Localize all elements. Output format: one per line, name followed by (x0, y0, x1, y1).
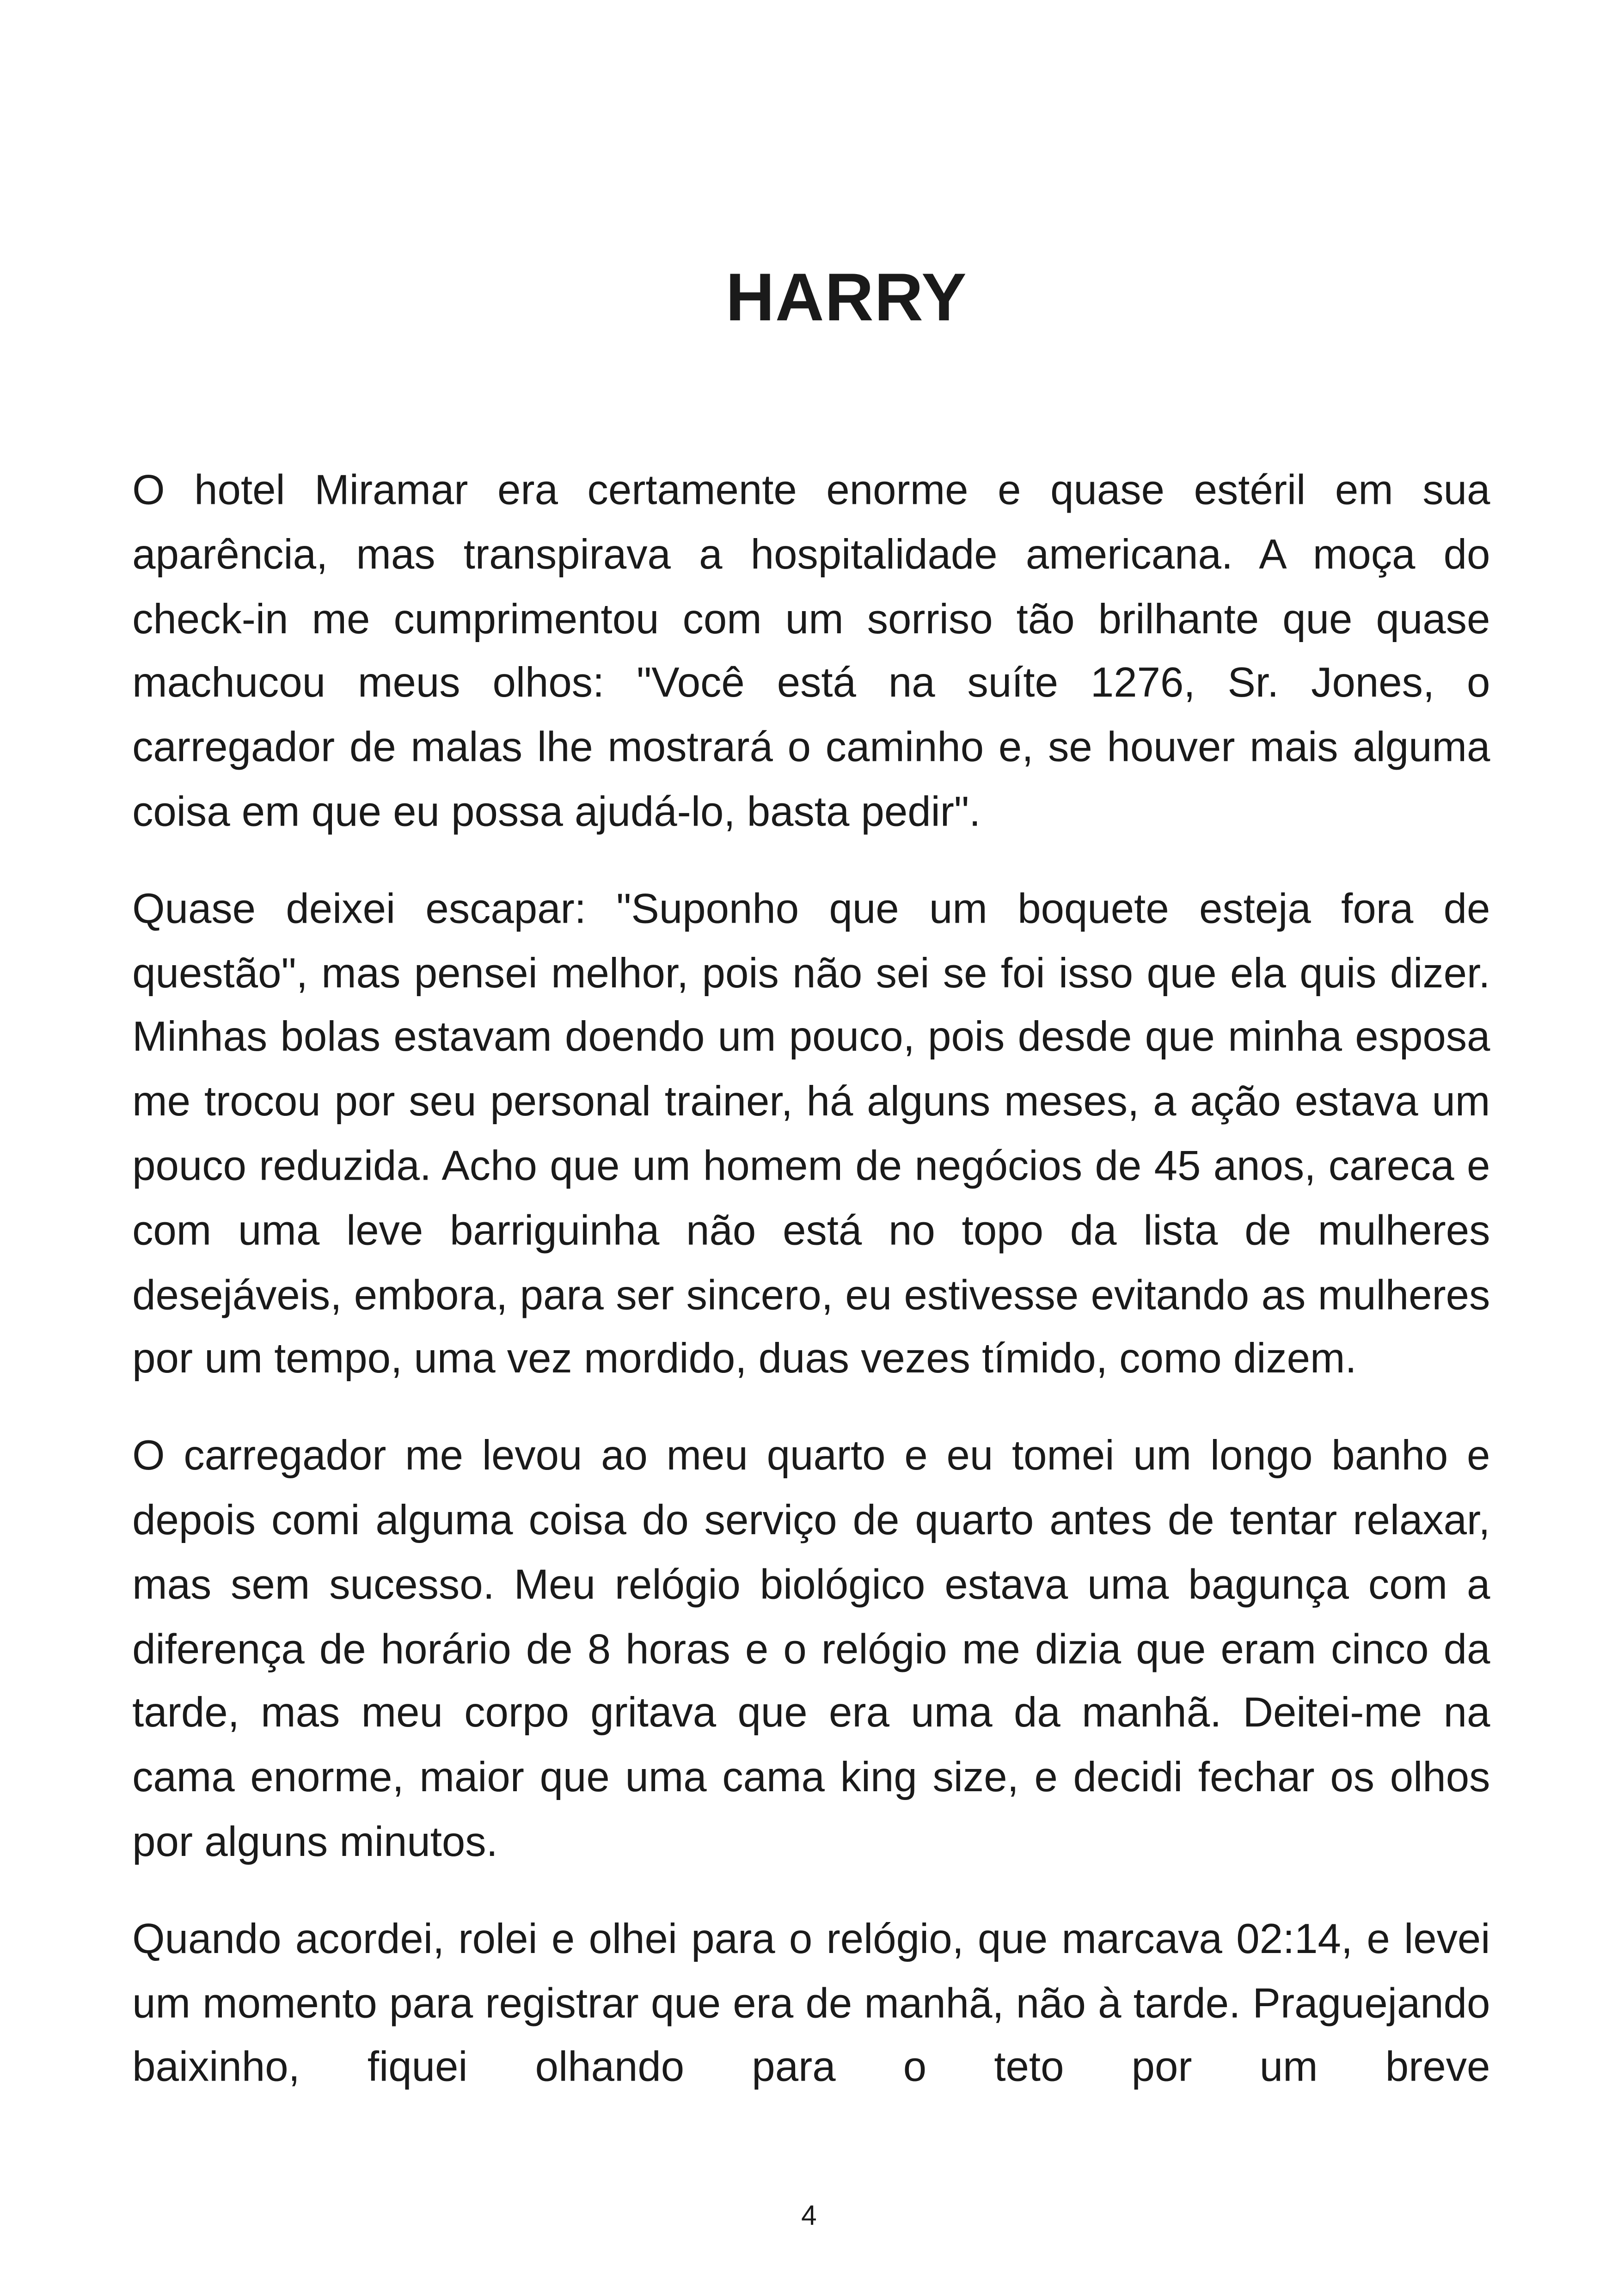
chapter-title: HARRY (725, 258, 968, 335)
page-number: 4 (801, 2201, 817, 2232)
body-text (132, 460, 1490, 2101)
paragraph-4: Quando acordei, rolei e olhei para o relógio, que marcava 02:14, e levei um momento para registrar que era de manhã, não à tarde. Praguejando baixinho, fiquei olhando para o teto por um breve (132, 1916, 1490, 2092)
paragraph-2: Quase deixei escapar: "Suponho que um boquete esteja fora de questão", mas pensei melhor, pois não sei se foi isso que ela quis dizer. Minhas bolas estavam doendo um pouco, pois desde que minha esposa me trocou por seu personal trainer, há alguns meses, a ação estava um pouco reduzida. Acho que um homem de negócios de 45 anos, careca e com uma leve barriguinha não está no topo da lista de mulheres desejáveis, embora, para ser sincero, eu estivesse evitando as mulheres por um tempo, uma vez mordido, duas vezes tímido, como dizem. (132, 886, 1490, 1384)
paragraph-1: O hotel Miramar era certamente enorme e quase estéril em sua aparência, mas transpirava a hospitalidade americana. A moça do check-in me cumprimentou com um sorriso tão brilhante que quase machucou meus olhos: "Você está na suíte 1276, Sr. Jones, o carregador de malas lhe mostrará o caminho e, se houver mais alguma coisa em que eu possa ajudá-lo, basta pedir". (132, 467, 1490, 836)
paragraph-3: O carregador me levou ao meu quarto e eu tomei um longo banho e depois comi alguma coisa do serviço de quarto antes de tentar relaxar, mas sem sucesso. Meu relógio biológico estava uma bagunça com a diferença de horário de 8 horas e o relógio me dizia que eram cinco da tarde, mas meu corpo gritava que era uma da manhã. Deitei-me na cama enorme, maior que uma cama king size, e decidi fechar os olhos por alguns minutos. (132, 1433, 1490, 1867)
